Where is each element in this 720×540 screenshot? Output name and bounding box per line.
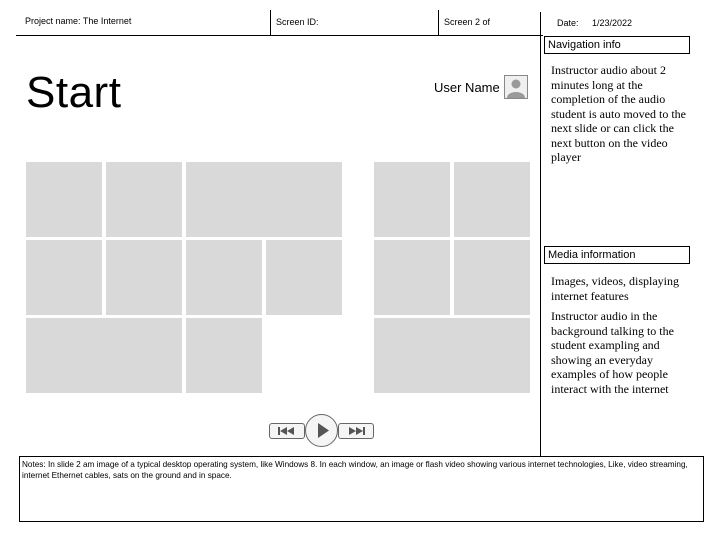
window-tile	[26, 240, 102, 315]
window-tile	[106, 162, 182, 237]
date-value: 1/23/2022	[592, 18, 633, 28]
header-separator	[270, 10, 271, 36]
window-tile	[374, 240, 450, 315]
play-button[interactable]	[305, 414, 338, 447]
media-info-text-1: Images, videos, displaying internet features	[551, 274, 679, 303]
window-tile	[374, 162, 450, 237]
window-tile	[26, 318, 182, 393]
date-label: Date:	[557, 18, 579, 28]
user-name: User Name	[434, 80, 500, 95]
project-name: Project name: The Internet	[25, 16, 132, 26]
window-tile	[26, 162, 102, 237]
slide-title: Start	[26, 68, 122, 117]
notes-text: Notes: In slide 2 am image of a typical desktop operating system, like Windows 8. In each window, an image or flash video showing various internet technologies, Like, video streaming, internet Ethernet cables, sats on the ground and in space.	[22, 460, 688, 480]
media-info-heading: Media information	[544, 246, 690, 264]
window-tile	[186, 318, 262, 393]
play-icon	[306, 415, 337, 446]
navigation-info-heading: Navigation info	[544, 36, 690, 54]
window-tile	[266, 240, 342, 315]
previous-icon	[270, 424, 304, 438]
screen-number: Screen 2 of	[444, 17, 491, 27]
previous-button[interactable]	[269, 423, 305, 439]
window-tile	[186, 162, 342, 237]
navigation-info-text: Instructor audio about 2 minutes long at the completion of the audio student is auto moved to the next slide or can click the next button on the video player	[551, 63, 686, 164]
window-tile	[374, 318, 530, 393]
user-avatar-icon	[504, 75, 528, 99]
header-separator	[438, 10, 439, 36]
header-divider	[16, 35, 543, 36]
window-tile	[186, 240, 262, 315]
next-button[interactable]	[338, 423, 374, 439]
window-tile	[454, 240, 530, 315]
window-tile	[454, 162, 530, 237]
screen-id: Screen ID:	[276, 17, 319, 27]
window-tile	[106, 240, 182, 315]
side-panel-divider	[540, 12, 541, 456]
next-icon	[339, 424, 373, 438]
media-info-text-2: Instructor audio in the background talking to the student exampling and showing an everyday examples of how people interact with the internet	[551, 309, 674, 396]
